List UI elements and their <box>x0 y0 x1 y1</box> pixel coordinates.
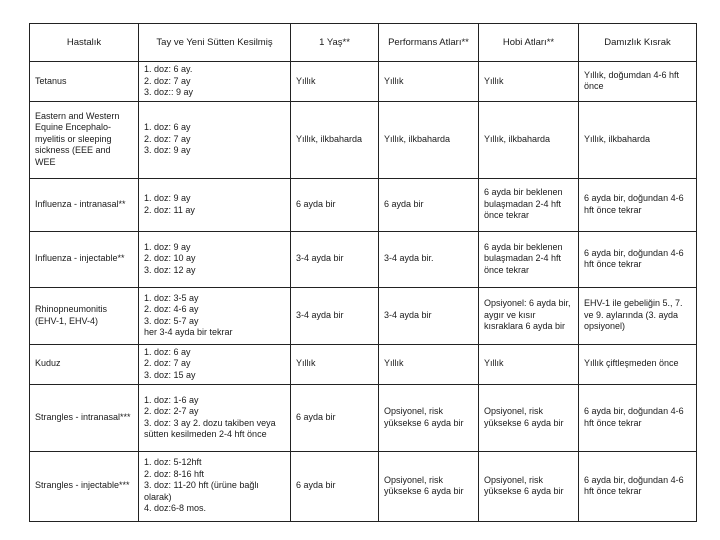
cell-broodmare: 6 ayda bir, doğundan 4-6 hft önce tekrar <box>579 451 697 521</box>
cell-broodmare: 6 ayda bir, doğundan 4-6 hft önce tekrar <box>579 384 697 451</box>
cell-disease: Kuduz <box>30 344 139 384</box>
cell-performance: Yıllık, ilkbaharda <box>379 101 479 178</box>
cell-disease: Influenza - intranasal** <box>30 178 139 231</box>
cell-hobby: 6 ayda bir beklenen bulaşmadan 2-4 hft önce tekrar <box>479 178 579 231</box>
cell-performance: 3-4 ayda bir <box>379 287 479 344</box>
header-cell-performance: Performans Atları** <box>379 24 479 62</box>
cell-broodmare: Yıllık, ilkbaharda <box>579 101 697 178</box>
cell-foal: 1. doz: 6 ay. 2. doz: 7 ay 3. doz:: 9 ay <box>139 62 291 102</box>
cell-hobby: 6 ayda bir beklenen bulaşmadan 2-4 hft önce tekrar <box>479 231 579 287</box>
table-row-rabies <box>30 344 697 384</box>
cell-foal: 1. doz: 9 ay 2. doz: 10 ay 3. doz: 12 ay <box>139 231 291 287</box>
header-cell-foal: Tay ve Yeni Sütten Kesilmiş <box>139 24 291 62</box>
table-row-influenza-injectable <box>30 231 697 287</box>
cell-performance: Opsiyonel, risk yüksekse 6 ayda bir <box>379 451 479 521</box>
cell-disease: Tetanus <box>30 62 139 102</box>
cell-yearling: 6 ayda bir <box>291 384 379 451</box>
cell-disease: Strangles - injectable*** <box>30 451 139 521</box>
cell-broodmare: 6 ayda bir, doğundan 4-6 hft önce tekrar <box>579 178 697 231</box>
cell-foal: 1. doz: 6 ay 2. doz: 7 ay 3. doz: 15 ay <box>139 344 291 384</box>
header-cell-broodmare: Damızlık Kısrak <box>579 24 697 62</box>
header-cell-disease: Hastalık <box>30 24 139 62</box>
cell-yearling: Yıllık <box>291 62 379 102</box>
cell-hobby: Opsiyonel, risk yüksekse 6 ayda bir <box>479 451 579 521</box>
cell-broodmare: Yıllık çiftleşmeden önce <box>579 344 697 384</box>
cell-foal: 1. doz: 1-6 ay 2. doz: 2-7 ay 3. doz: 3 ay 2. dozu takiben veya sütten kesilmeden 2-4 hft önce <box>139 384 291 451</box>
cell-broodmare: 6 ayda bir, doğundan 4-6 hft önce tekrar <box>579 231 697 287</box>
cell-hobby: Opsiyonel: 6 ayda bir, aygır ve kısır kısraklara 6 ayda bir <box>479 287 579 344</box>
table-row-eee-wee <box>30 101 697 178</box>
cell-disease: Strangles - intranasal*** <box>30 384 139 451</box>
cell-foal: 1. doz: 5-12hft 2. doz: 8-16 hft 3. doz: 11-20 hft (ürüne bağlı olarak) 4. doz:6-8 mos. <box>139 451 291 521</box>
cell-performance: 6 ayda bir <box>379 178 479 231</box>
cell-yearling: 3-4 ayda bir <box>291 231 379 287</box>
table-header-row <box>30 24 697 62</box>
cell-broodmare: Yıllık, doğumdan 4-6 hft önce <box>579 62 697 102</box>
cell-foal: 1. doz: 3-5 ay 2. doz: 4-6 ay 3. doz: 5-7 ay her 3-4 ayda bir tekrar <box>139 287 291 344</box>
cell-disease: Influenza - injectable** <box>30 231 139 287</box>
table-row-strangles-intranasal <box>30 384 697 451</box>
cell-performance: Opsiyonel, risk yüksekse 6 ayda bir <box>379 384 479 451</box>
cell-performance: Yıllık <box>379 62 479 102</box>
table-row-tetanus <box>30 62 697 102</box>
vaccination-schedule-table <box>29 23 697 522</box>
table-row-influenza-intranasal <box>30 178 697 231</box>
cell-yearling: 6 ayda bir <box>291 178 379 231</box>
cell-yearling: Yıllık, ilkbaharda <box>291 101 379 178</box>
cell-broodmare: EHV-1 ile gebeliğin 5., 7. ve 9. aylarında (3. ayda opsiyonel) <box>579 287 697 344</box>
cell-yearling: Yıllık <box>291 344 379 384</box>
table-row-strangles-injectable <box>30 451 697 521</box>
cell-yearling: 3-4 ayda bir <box>291 287 379 344</box>
cell-performance: 3-4 ayda bir. <box>379 231 479 287</box>
cell-foal: 1. doz: 9 ay 2. doz: 11 ay <box>139 178 291 231</box>
cell-hobby: Yıllık <box>479 344 579 384</box>
cell-disease: Eastern and Western Equine Encephalo-myelitis or sleeping sickness (EEE and WEE <box>30 101 139 178</box>
cell-hobby: Opsiyonel, risk yüksekse 6 ayda bir <box>479 384 579 451</box>
header-cell-yearling: 1 Yaş** <box>291 24 379 62</box>
header-cell-hobby: Hobi Atları** <box>479 24 579 62</box>
cell-performance: Yıllık <box>379 344 479 384</box>
cell-disease: Rhinopneumonitis (EHV-1, EHV-4) <box>30 287 139 344</box>
cell-hobby: Yıllık <box>479 62 579 102</box>
cell-yearling: 6 ayda bir <box>291 451 379 521</box>
table-row-rhinopneumonitis <box>30 287 697 344</box>
cell-hobby: Yıllık, ilkbaharda <box>479 101 579 178</box>
cell-foal: 1. doz: 6 ay 2. doz: 7 ay 3. doz: 9 ay <box>139 101 291 178</box>
